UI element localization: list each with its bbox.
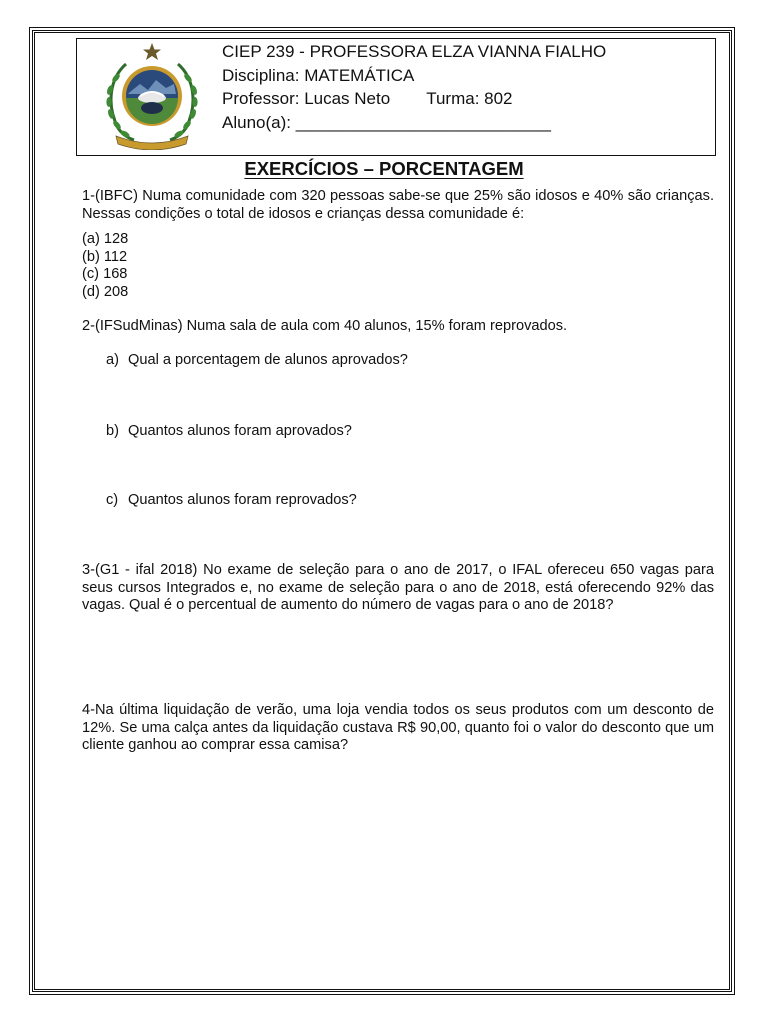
professor-row (222, 87, 606, 111)
student-name-field: Aluno(a): ___________________________ (222, 112, 551, 132)
question-1: 1-(IBFC) Numa comunidade com 320 pessoas sabe-se que 25% são idosos e 40% são crianças. Nessas condições o total de idosos e crianças dessa comunidade é: (82, 188, 714, 222)
option-c: (c) 168 (82, 266, 128, 283)
question-2-item-c (106, 492, 357, 510)
option-d: (d) 208 (82, 283, 129, 300)
question-3: 3-(G1 - ifal 2018) No exame de seleção para o ano de 2017, o IFAL ofereceu 650 vagas para seus cursos Integrados e, no exame de seleção para o ano de 2018, está oferecendo 92% das vagas. Qual é o percentual de aumento do número de vagas para o ano de 2018? (82, 562, 714, 614)
item-letter: c) (106, 492, 119, 508)
rio-de-janeiro-coat-of-arms-icon (96, 42, 208, 150)
item-letter: b) (106, 423, 119, 439)
option-b: (b) 112 (82, 248, 128, 265)
question-2-item-b (106, 423, 352, 441)
item-text: Quantos alunos foram aprovados? (128, 423, 352, 439)
header-info (222, 40, 606, 134)
turma: Turma: 802 (426, 89, 513, 108)
question-2-item-a (106, 352, 408, 370)
page-title: EXERCÍCIOS – PORCENTAGEM (244, 158, 524, 179)
question-1-options (82, 231, 128, 301)
item-text: Qual a porcentagem de alunos aprovados? (128, 352, 408, 368)
school-name: CIEP 239 - PROFESSORA ELZA VIANNA FIALHO (222, 42, 607, 61)
discipline: Disciplina: MATEMÁTICA (222, 65, 415, 85)
option-a: (a) 128 (82, 231, 129, 247)
question-2: 2-(IFSudMinas) Numa sala de aula com 40 alunos, 15% foram reprovados. (82, 318, 568, 334)
question-4: 4-Na última liquidação de verão, uma loja vendia todos os seus produtos com um desconto de 12%. Se uma calça antes da liquidação custava R$ 90,00, quanto foi o valor do desconto que um cliente ganhou ao comprar essa camisa? (82, 702, 714, 754)
professor: Professor: Lucas Neto (222, 89, 391, 108)
item-text: Quantos alunos foram reprovados? (128, 492, 357, 508)
item-letter: a) (106, 352, 119, 368)
